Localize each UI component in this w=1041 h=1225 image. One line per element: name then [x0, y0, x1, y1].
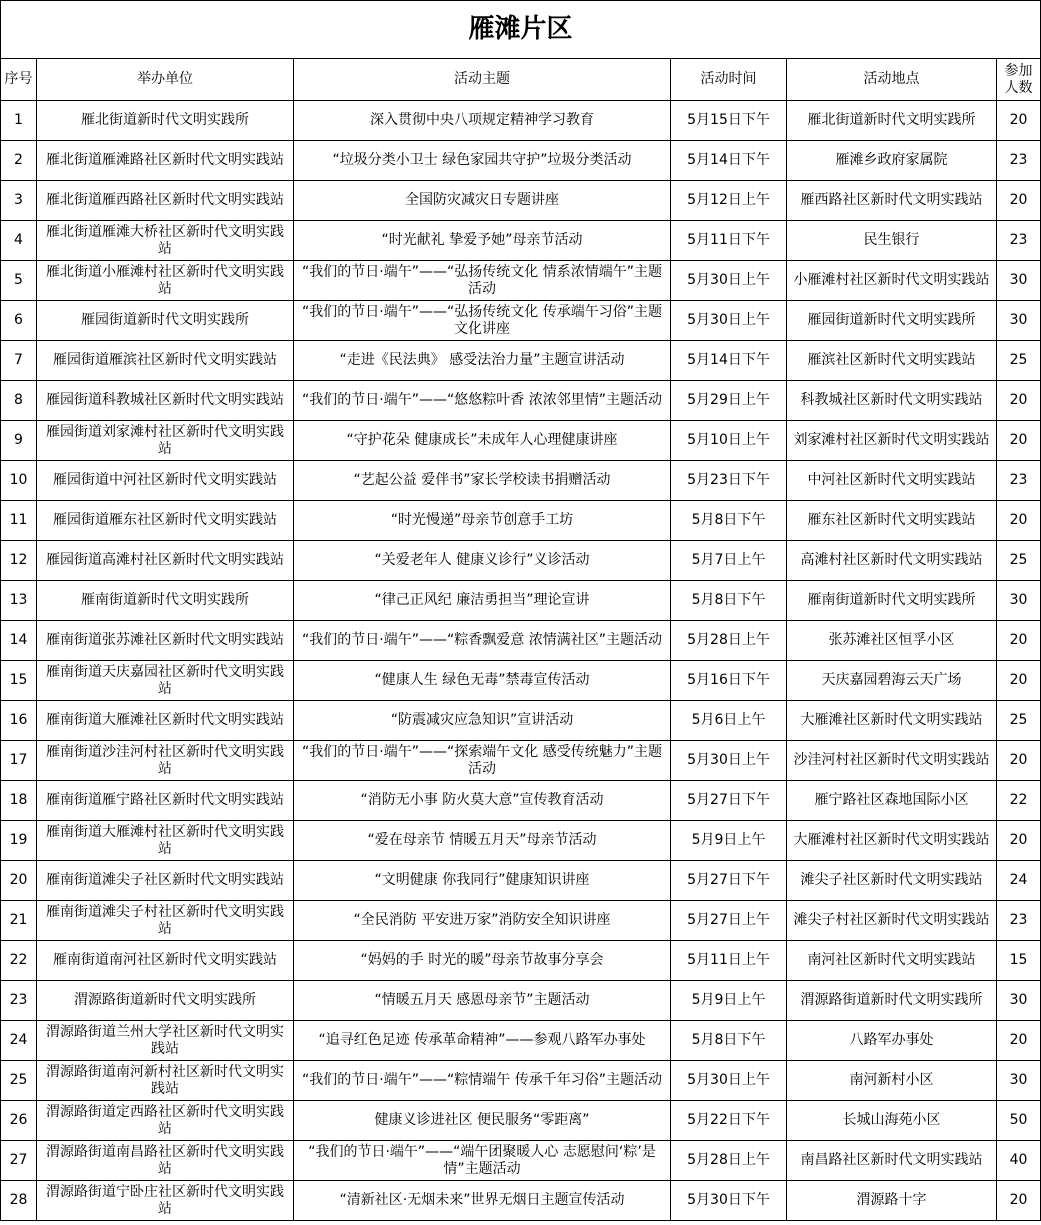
cell-place: 大雁滩村社区新时代文明实践站 [787, 821, 997, 861]
cell-organizer: 雁南街道南河社区新时代文明实践站 [37, 941, 294, 981]
cell-count: 30 [997, 581, 1041, 621]
cell-count: 20 [997, 821, 1041, 861]
cell-place: 渭源路街道新时代文明实践所 [787, 981, 997, 1021]
cell-theme: “我们的节日·端午”——“弘扬传统文化 传承端午习俗”主题文化讲座 [294, 301, 671, 341]
cell-no: 24 [1, 1021, 37, 1061]
cell-place: 雁西路社区新时代文明实践站 [787, 181, 997, 221]
cell-theme: “全民消防 平安进万家”消防安全知识讲座 [294, 901, 671, 941]
cell-place: 南河社区新时代文明实践站 [787, 941, 997, 981]
cell-count: 20 [997, 661, 1041, 701]
cell-time: 5月28日上午 [671, 1141, 787, 1181]
cell-no: 17 [1, 741, 37, 781]
cell-no: 16 [1, 701, 37, 741]
table-row [1, 661, 1041, 701]
cell-place: 雁南街道新时代文明实践所 [787, 581, 997, 621]
cell-theme: 健康义诊进社区 便民服务“零距离” [294, 1101, 671, 1141]
cell-time: 5月30日上午 [671, 1061, 787, 1101]
cell-no: 3 [1, 181, 37, 221]
table-row [1, 901, 1041, 941]
cell-place: 科教城社区新时代文明实践站 [787, 381, 997, 421]
cell-time: 5月9日上午 [671, 821, 787, 861]
cell-count: 20 [997, 421, 1041, 461]
cell-place: 长城山海苑小区 [787, 1101, 997, 1141]
cell-no: 26 [1, 1101, 37, 1141]
cell-no: 27 [1, 1141, 37, 1181]
cell-organizer: 雁园街道高滩村社区新时代文明实践站 [37, 541, 294, 581]
cell-place: 大雁滩社区新时代文明实践站 [787, 701, 997, 741]
cell-organizer: 雁北街道雁西路社区新时代文明实践站 [37, 181, 294, 221]
cell-time: 5月11日上午 [671, 941, 787, 981]
cell-count: 20 [997, 501, 1041, 541]
cell-time: 5月27日上午 [671, 901, 787, 941]
cell-no: 11 [1, 501, 37, 541]
cell-no: 13 [1, 581, 37, 621]
cell-time: 5月30日下午 [671, 1181, 787, 1221]
cell-count: 23 [997, 221, 1041, 261]
cell-theme: “爱在母亲节 情暖五月天”母亲节活动 [294, 821, 671, 861]
cell-no: 28 [1, 1181, 37, 1221]
cell-theme: “我们的节日·端午”——“端午团聚暖人心 志愿慰问‘粽’是情”主题活动 [294, 1141, 671, 1181]
cell-organizer: 雁南街道雁宁路社区新时代文明实践站 [37, 781, 294, 821]
cell-place: 雁东社区新时代文明实践站 [787, 501, 997, 541]
cell-place: 民生银行 [787, 221, 997, 261]
cell-time: 5月28日上午 [671, 621, 787, 661]
cell-theme: “守护花朵 健康成长”未成年人心理健康讲座 [294, 421, 671, 461]
cell-count: 30 [997, 981, 1041, 1021]
cell-no: 23 [1, 981, 37, 1021]
table-row [1, 1141, 1041, 1181]
cell-theme: “清新社区·无烟未来”世界无烟日主题宣传活动 [294, 1181, 671, 1221]
col-header-count: 参加人数 [997, 59, 1041, 101]
col-header-no: 序号 [1, 59, 37, 101]
cell-no: 5 [1, 261, 37, 301]
cell-place: 渭源路十字 [787, 1181, 997, 1221]
cell-place: 雁滨社区新时代文明实践站 [787, 341, 997, 381]
col-header-theme: 活动主题 [294, 59, 671, 101]
cell-no: 8 [1, 381, 37, 421]
cell-organizer: 雁北街道雁滩大桥社区新时代文明实践站 [37, 221, 294, 261]
cell-time: 5月27日下午 [671, 861, 787, 901]
cell-organizer: 雁南街道大雁滩村社区新时代文明实践站 [37, 821, 294, 861]
cell-organizer: 雁北街道雁滩路社区新时代文明实践站 [37, 141, 294, 181]
cell-no: 15 [1, 661, 37, 701]
cell-organizer: 渭源路街道南河新村社区新时代文明实践站 [37, 1061, 294, 1101]
cell-place: 滩尖子社区新时代文明实践站 [787, 861, 997, 901]
cell-theme: 深入贯彻中央八项规定精神学习教育 [294, 101, 671, 141]
cell-time: 5月11日下午 [671, 221, 787, 261]
col-header-place: 活动地点 [787, 59, 997, 101]
cell-no: 7 [1, 341, 37, 381]
cell-time: 5月6日上午 [671, 701, 787, 741]
cell-count: 22 [997, 781, 1041, 821]
cell-no: 2 [1, 141, 37, 181]
cell-theme: “我们的节日·端午”——“弘扬传统文化 情系浓情端午”主题活动 [294, 261, 671, 301]
cell-theme: “文明健康 你我同行”健康知识讲座 [294, 861, 671, 901]
header-row [1, 59, 1041, 101]
cell-no: 12 [1, 541, 37, 581]
cell-time: 5月22日下午 [671, 1101, 787, 1141]
cell-place: 中河社区新时代文明实践站 [787, 461, 997, 501]
table-row [1, 421, 1041, 461]
cell-no: 19 [1, 821, 37, 861]
table-row [1, 741, 1041, 781]
cell-place: 张苏滩社区恒孚小区 [787, 621, 997, 661]
cell-no: 9 [1, 421, 37, 461]
table-row [1, 621, 1041, 661]
cell-organizer: 渭源路街道定西路社区新时代文明实践站 [37, 1101, 294, 1141]
cell-theme: “时光献礼 挚爱予她”母亲节活动 [294, 221, 671, 261]
cell-organizer: 雁南街道沙洼河村社区新时代文明实践站 [37, 741, 294, 781]
table-row [1, 381, 1041, 421]
cell-time: 5月14日下午 [671, 141, 787, 181]
cell-theme: “我们的节日·端午”——“探索端午文化 感受传统魅力”主题活动 [294, 741, 671, 781]
cell-no: 20 [1, 861, 37, 901]
cell-organizer: 雁南街道新时代文明实践所 [37, 581, 294, 621]
cell-place: 小雁滩村社区新时代文明实践站 [787, 261, 997, 301]
cell-theme: “健康人生 绿色无毒”禁毒宣传活动 [294, 661, 671, 701]
cell-count: 25 [997, 701, 1041, 741]
cell-time: 5月8日下午 [671, 581, 787, 621]
table-row [1, 261, 1041, 301]
table-row [1, 141, 1041, 181]
cell-organizer: 雁园街道中河社区新时代文明实践站 [37, 461, 294, 501]
cell-theme: “时光慢递”母亲节创意手工坊 [294, 501, 671, 541]
cell-count: 15 [997, 941, 1041, 981]
page-title: 雁滩片区 [1, 1, 1041, 59]
cell-no: 6 [1, 301, 37, 341]
cell-place: 雁园街道新时代文明实践所 [787, 301, 997, 341]
cell-count: 24 [997, 861, 1041, 901]
cell-theme: 全国防灾减灾日专题讲座 [294, 181, 671, 221]
cell-time: 5月23日下午 [671, 461, 787, 501]
cell-count: 20 [997, 381, 1041, 421]
cell-count: 20 [997, 741, 1041, 781]
table-row [1, 1181, 1041, 1221]
cell-theme: “追寻红色足迹 传承革命精神”——参观八路军办事处 [294, 1021, 671, 1061]
cell-place: 滩尖子村社区新时代文明实践站 [787, 901, 997, 941]
cell-count: 20 [997, 181, 1041, 221]
cell-time: 5月9日上午 [671, 981, 787, 1021]
cell-time: 5月8日下午 [671, 1021, 787, 1061]
cell-time: 5月8日下午 [671, 501, 787, 541]
cell-time: 5月10日上午 [671, 421, 787, 461]
table-row [1, 581, 1041, 621]
cell-time: 5月30日上午 [671, 741, 787, 781]
cell-organizer: 渭源路街道新时代文明实践所 [37, 981, 294, 1021]
cell-place: 刘家滩村社区新时代文明实践站 [787, 421, 997, 461]
cell-count: 40 [997, 1141, 1041, 1181]
table-row [1, 301, 1041, 341]
table-row [1, 941, 1041, 981]
table-row [1, 101, 1041, 141]
cell-place: 高滩村社区新时代文明实践站 [787, 541, 997, 581]
cell-no: 18 [1, 781, 37, 821]
cell-organizer: 雁园街道科教城社区新时代文明实践站 [37, 381, 294, 421]
cell-organizer: 渭源路街道宁卧庄社区新时代文明实践站 [37, 1181, 294, 1221]
cell-count: 20 [997, 1021, 1041, 1061]
table-row [1, 821, 1041, 861]
cell-place: 雁北街道新时代文明实践所 [787, 101, 997, 141]
table-row [1, 1021, 1041, 1061]
table-row [1, 501, 1041, 541]
cell-organizer: 雁园街道雁滨社区新时代文明实践站 [37, 341, 294, 381]
table-row [1, 1101, 1041, 1141]
cell-organizer: 雁南街道天庆嘉园社区新时代文明实践站 [37, 661, 294, 701]
cell-count: 23 [997, 901, 1041, 941]
cell-no: 25 [1, 1061, 37, 1101]
cell-no: 1 [1, 101, 37, 141]
table-row [1, 181, 1041, 221]
table-row [1, 981, 1041, 1021]
col-header-time: 活动时间 [671, 59, 787, 101]
cell-organizer: 雁南街道张苏滩社区新时代文明实践站 [37, 621, 294, 661]
cell-place: 八路军办事处 [787, 1021, 997, 1061]
cell-organizer: 雁园街道刘家滩村社区新时代文明实践站 [37, 421, 294, 461]
cell-time: 5月29日上午 [671, 381, 787, 421]
cell-count: 20 [997, 101, 1041, 141]
cell-place: 天庆嘉园碧海云天广场 [787, 661, 997, 701]
cell-theme: “我们的节日·端午”——“悠悠粽叶香 浓浓邻里情”主题活动 [294, 381, 671, 421]
table-row [1, 701, 1041, 741]
cell-organizer: 雁园街道新时代文明实践所 [37, 301, 294, 341]
table-row [1, 781, 1041, 821]
cell-count: 23 [997, 141, 1041, 181]
cell-count: 20 [997, 621, 1041, 661]
cell-place: 雁宁路社区森地国际小区 [787, 781, 997, 821]
cell-theme: “防震减灾应急知识”宣讲活动 [294, 701, 671, 741]
cell-theme: “妈妈的手 时光的暖”母亲节故事分享会 [294, 941, 671, 981]
cell-no: 22 [1, 941, 37, 981]
cell-time: 5月30日上午 [671, 301, 787, 341]
cell-theme: “我们的节日·端午”——“粽香飘爱意 浓情满社区”主题活动 [294, 621, 671, 661]
cell-count: 25 [997, 541, 1041, 581]
cell-time: 5月7日上午 [671, 541, 787, 581]
col-header-organizer: 举办单位 [37, 59, 294, 101]
table-row [1, 461, 1041, 501]
cell-theme: “艺起公益 爱伴书”家长学校读书捐赠活动 [294, 461, 671, 501]
cell-count: 50 [997, 1101, 1041, 1141]
cell-organizer: 雁园街道雁东社区新时代文明实践站 [37, 501, 294, 541]
cell-time: 5月30日上午 [671, 261, 787, 301]
cell-organizer: 渭源路街道兰州大学社区新时代文明实践站 [37, 1021, 294, 1061]
cell-place: 沙洼河村社区新时代文明实践站 [787, 741, 997, 781]
cell-time: 5月12日上午 [671, 181, 787, 221]
cell-theme: “我们的节日·端午”——“粽情端午 传承千年习俗”主题活动 [294, 1061, 671, 1101]
cell-time: 5月27日下午 [671, 781, 787, 821]
cell-place: 雁滩乡政府家属院 [787, 141, 997, 181]
cell-theme: “律己正风纪 廉洁勇担当”理论宣讲 [294, 581, 671, 621]
cell-time: 5月16日下午 [671, 661, 787, 701]
cell-no: 21 [1, 901, 37, 941]
cell-organizer: 雁北街道小雁滩村社区新时代文明实践站 [37, 261, 294, 301]
cell-theme: “情暖五月天 感恩母亲节”主题活动 [294, 981, 671, 1021]
cell-no: 14 [1, 621, 37, 661]
cell-count: 20 [997, 1181, 1041, 1221]
table-row [1, 541, 1041, 581]
cell-time: 5月15日下午 [671, 101, 787, 141]
cell-organizer: 雁南街道滩尖子村社区新时代文明实践站 [37, 901, 294, 941]
cell-organizer: 雁北街道新时代文明实践所 [37, 101, 294, 141]
table-row [1, 861, 1041, 901]
cell-theme: “关爱老年人 健康义诊行”义诊活动 [294, 541, 671, 581]
table-row [1, 221, 1041, 261]
cell-count: 23 [997, 461, 1041, 501]
cell-place: 南昌路社区新时代文明实践站 [787, 1141, 997, 1181]
cell-count: 25 [997, 341, 1041, 381]
cell-theme: “消防无小事 防火莫大意”宣传教育活动 [294, 781, 671, 821]
cell-no: 10 [1, 461, 37, 501]
cell-organizer: 雁南街道大雁滩社区新时代文明实践站 [37, 701, 294, 741]
cell-organizer: 雁南街道滩尖子社区新时代文明实践站 [37, 861, 294, 901]
cell-place: 南河新村小区 [787, 1061, 997, 1101]
cell-count: 30 [997, 261, 1041, 301]
cell-theme: “垃圾分类小卫士 绿色家园共守护”垃圾分类活动 [294, 141, 671, 181]
cell-no: 4 [1, 221, 37, 261]
cell-time: 5月14日下午 [671, 341, 787, 381]
cell-count: 30 [997, 301, 1041, 341]
table-row [1, 1061, 1041, 1101]
cell-organizer: 渭源路街道南昌路社区新时代文明实践站 [37, 1141, 294, 1181]
cell-count: 30 [997, 1061, 1041, 1101]
table-row [1, 341, 1041, 381]
cell-theme: “走进《民法典》 感受法治力量”主题宣讲活动 [294, 341, 671, 381]
